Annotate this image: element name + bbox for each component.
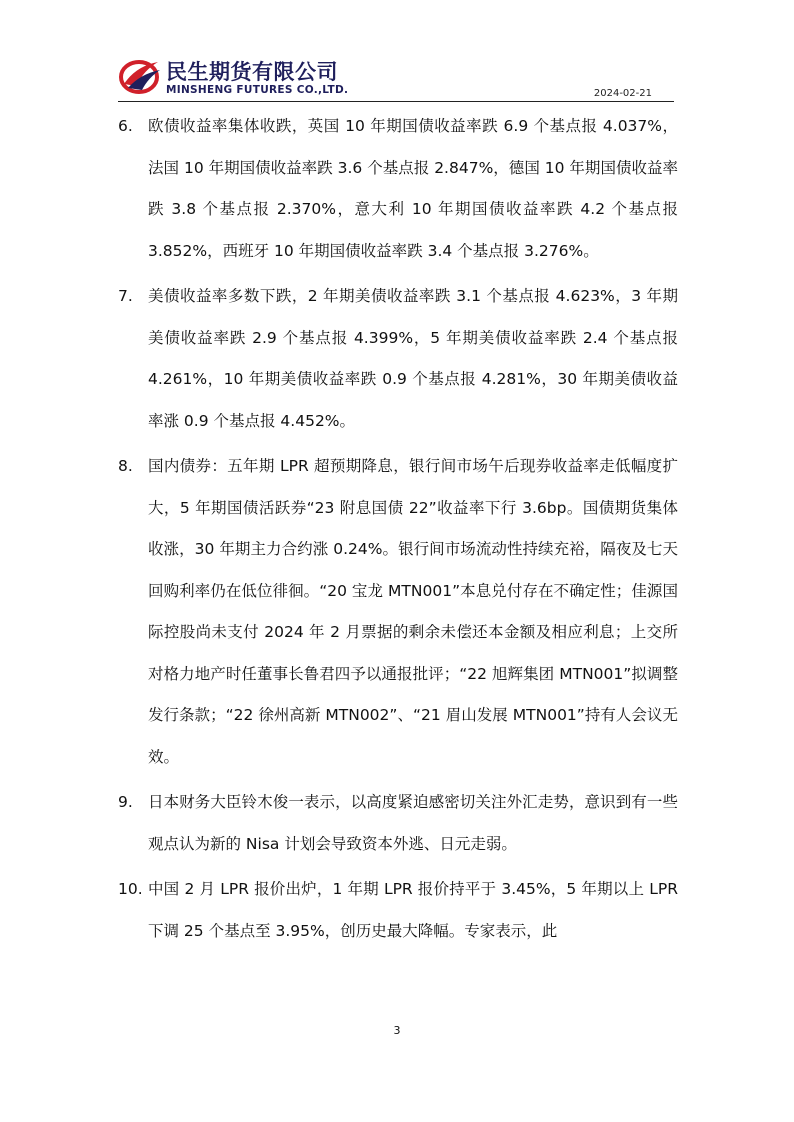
item-number: 9.	[118, 793, 133, 811]
logo-company-name-en: MINSHENG FUTURES CO.,LTD.	[166, 84, 349, 96]
item-number: 7.	[118, 287, 133, 305]
logo-company-name-cn: 民生期货有限公司	[166, 60, 338, 84]
company-logo-icon	[118, 56, 162, 96]
news-list	[118, 106, 678, 956]
header-divider	[118, 101, 674, 102]
list-item	[118, 782, 678, 865]
item-text: 欧债收益率集体收跌，英国 10 年期国债收益率跌 6.9 个基点报 4.037%，法国 10 年期国债收益率跌 3.6 个基点报 2.847%，德国 10 年期国债收益率跌 3.8 个基点报 2.370%，意大利 10 年期国债收益率跌 4.2 个基点报 3.852%，西班牙 10 年期国债收益率跌 3.4 个基点报 3.276%。	[148, 117, 678, 260]
item-text: 日本财务大臣铃木俊一表示，以高度紧迫感密切关注外汇走势，意识到有一些观点认为新的 Nisa 计划会导致资本外逃、日元走弱。	[148, 793, 678, 853]
list-item	[118, 276, 678, 442]
item-number: 10.	[118, 880, 143, 898]
list-item	[118, 446, 678, 778]
page-number: 3	[393, 1024, 401, 1037]
item-text: 国内债券：五年期 LPR 超预期降息，银行间市场午后现券收益率走低幅度扩大，5 年期国债活跃券“23 附息国债 22”收益率下行 3.6bp。国债期货集体收涨，30 年期主力合约涨 0.24%。银行间市场流动性持续充裕，隔夜及七天回购利率仍在低位徘徊。“20 宝龙 MTN001”本息兑付存在不确定性；佳源国际控股尚未支付 2024 年 2 月票据的剩余未偿还本金额及相应利息；上交所对格力地产时任董事长鲁君四予以通报批评；“22 旭辉集团 MTN001”拟调整发行条款；“22 徐州高新 MTN002”、“21 眉山发展 MTN001”持有人会议无效。	[148, 457, 678, 766]
item-text: 中国 2 月 LPR 报价出炉，1 年期 LPR 报价持平于 3.45%，5 年期以上 LPR 下调 25 个基点至 3.95%，创历史最大降幅。专家表示，此	[148, 880, 678, 940]
report-date: 2024-02-21	[593, 88, 652, 99]
item-text: 美债收益率多数下跌，2 年期美债收益率跌 3.1 个基点报 4.623%，3 年期美债收益率跌 2.9 个基点报 4.399%，5 年期美债收益率跌 2.4 个基点报 4.261%，10 年期美债收益率跌 0.9 个基点报 4.281%，30 年期美债收益率涨 0.9 个基点报 4.452%。	[148, 287, 678, 430]
item-number: 6.	[118, 117, 133, 135]
list-item	[118, 106, 678, 272]
list-item	[118, 869, 678, 952]
page-header	[118, 52, 674, 102]
item-number: 8.	[118, 457, 133, 475]
